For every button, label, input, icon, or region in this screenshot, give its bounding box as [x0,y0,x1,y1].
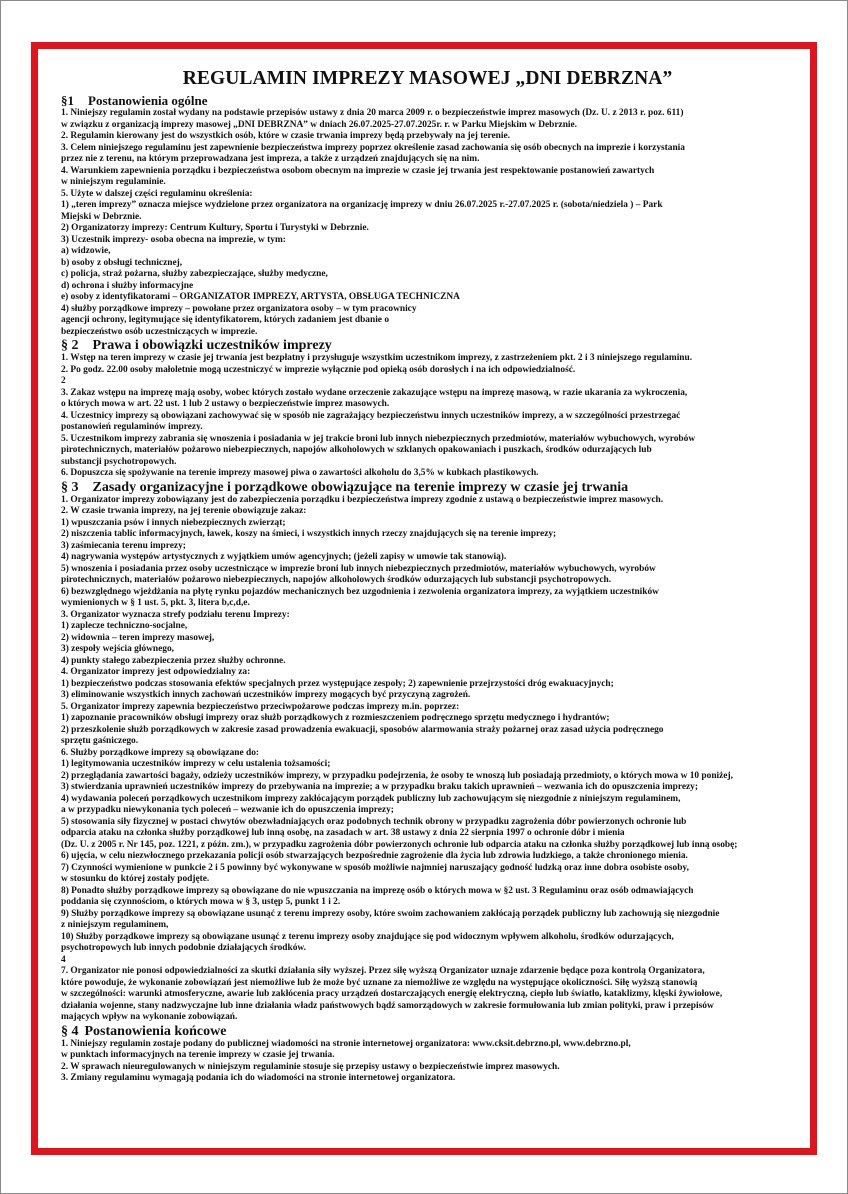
document-line: 1) „teren imprezy” oznacza miejsce wydzielone przez organizatora na organizację imprezy w dniu 26.07.2025 r.-27.07.2025 r. (sobota/niedziela ) – Park [61,200,663,210]
document-line: (Dz. U. z 2005 r. Nr 145, poz. 1221, z późn. zm.), w przypadku zagrożenia dóbr powierzonych ochronie lub odparcia ataku na członka służby porządkowej lub inną osobę; [61,839,738,850]
document-line: 2) przeszkolenie służb porządkowych w zakresie zasad prowadzenia ewakuacji, sposobów alarmowania straży pożarnej oraz zasad użycia podręcznego [61,724,664,735]
section-3-body [61,495,794,1024]
document-line: 3) eliminowanie wszystkich innych zachowań uczestników imprezy mogących być przyczyną zagrożeń. [61,690,471,700]
section-2-heading [61,338,794,353]
section-3-number: § 3 [61,479,79,495]
document-line: 3. Zmiany regulaminu wymagają podania ich do wiadomości na stronie internetowej organizatora. [61,1073,456,1083]
section-4-body [61,1039,794,1085]
document-line: 4. Uczestnicy imprezy są obowiązani zachowywać się w sposób nie zagrażający bezpieczeństwu innych uczestników imprezy, a w szczególności przestrzegać [61,410,681,421]
section-4-heading [61,1024,794,1039]
document-line: 5. Organizator imprezy zapewnia bezpieczeństwo przeciwpożarowe podczas imprezy m.in. poprzez: [61,701,460,712]
document-line: 1. Organizator imprezy zobowiązany jest do zabezpieczenia porządku i bezpieczeństwa imprezy zgodnie z ustawą o bezpieczeństwie imprez masowych. [61,494,664,505]
document-line: 1) zapoznanie pracowników obsługi imprezy oraz służb porządkowych z rozmieszczeniem podręcznego sprzętu medycznego i hydrantów; [61,713,610,723]
document-line: a) widzowie, [61,246,111,256]
document-line: 2. W czasie trwania imprezy, na jej terenie obowiązuje zakaz: [61,506,307,516]
document-line: 4) nagrywania występów artystycznych z wyjątkiem umów agencyjnych; (jeżeli zapisy w umowie tak stanowią). [61,552,507,562]
section-3-title: Zasady organizacyjne i porządkowe obowiązujące na terenie imprezy w czasie jej trwania [92,479,629,495]
document-line: 2) przeglądania zawartości bagaży, odzieży uczestników imprezy, w przypadku podejrzenia, że osoby te wnoszą lub posiadają przedmioty, o których mowa w 10 poniżej, [61,770,733,781]
document-line: 8) Ponadto służby porządkowe imprezy są obowiązane do nie wpuszczania na imprezę osób o których mowa w §2 ust. 3 Regulaminu oraz osób odmawiających [61,885,694,896]
document-line: c) policja, straż pożarna, służby zabezpieczające, służby medyczne, [61,269,328,279]
document-line: 3) zaśmiecania terenu imprezy; [61,540,186,551]
document-line: z niniejszym regulaminem, [61,920,169,930]
document-line: 3. Celem niniejszego regulaminu jest zapewnienie bezpieczeństwa imprezy poprzez określenie zasad zachowania się osób obecnych na imprezie i korzystania [61,142,685,153]
document-line: 6. Dopuszcza się spożywanie na terenie imprezy masowej piwa o zawartości alkoholu do 3,5% w kubkach plastikowych. [61,468,539,478]
section-1-body [61,108,794,338]
document-line: 3) Uczestnik imprezy- osoba obecna na imprezie, w tym: [61,234,286,245]
document-line: mających wpływ na wykonanie zobowiązań. [61,1012,238,1022]
document-line: Miejski w Debrznie. [61,211,142,222]
document-line: 9) Służby porządkowe imprezy są obowiązane usunąć z terenu imprezy osoby, które swoim zachowaniem zakłócają porządek publiczny lub zachowują się niezgodnie [61,908,720,919]
document-line: pirotechnicznych, materiałów pożarowo niebezpiecznych, napojów alkoholowych środków odurzających lub substancji psychotropowych. [61,575,612,585]
section-1-heading [61,93,794,108]
document-line: 6. Służby porządkowe imprezy są obowiązane do: [61,747,260,758]
section-1-title: Postanowienia ogólne [88,93,208,108]
document-line: 5) stosowania siły fizycznej w postaci chwytów obezwładniających oraz podobnych technik obrony w przypadku zagrożenia dóbr powierzonych ochronie lub [61,816,687,827]
document-line: 4 [61,954,66,965]
document-line: psychotropowych lub innych podobnie działających środków. [61,943,307,953]
document-line: 3. Organizator wyznacza strefy podziału terenu Imprezy: [61,609,290,620]
regulation-document [38,49,810,1085]
red-frame [31,42,817,1155]
document-line: 2 [61,376,66,386]
document-line: postanowień regulaminów imprezy. [61,422,203,432]
section-2-title: Prawa i obowiązki uczestników imprezy [92,338,332,353]
document-line: w szczególności: warunki atmosferyczne, awarie lub zakłócenia pracy urządzeń dostarczających energię elektryczną, ciepło lub światło, kataklizmy, klęski żywiołowe, [61,989,723,999]
document-line: o których mowa w art. 22 ust. 1 lub 2 ustawy o bezpieczeństwie imprez masowych. [61,399,390,409]
document-line: 1. Wstęp na teren imprezy w czasie jej trwania jest bezpłatny i przysługuje wszystkim uczestnikom imprezy, z zastrzeżeniem pkt. 2 i 3 niniejszego regulaminu. [61,353,693,363]
document-line: 4. Warunkiem zapewnienia porządku i bezpieczeństwa osobom obecnym na imprezie w czasie jej trwania jest respektowanie postanowień zawartych [61,165,655,176]
section-3-heading [61,480,794,495]
document-line: 1. Niniejszy regulamin został wydany na podstawie przepisów ustawy z dnia 20 marca 2009 r. o bezpieczeństwie imprez masowych (Dz. U. z 2013 r. poz. 611) [61,108,684,118]
document-title: REGULAMIN IMPREZY MASOWEJ „DNI DEBRZNA” [182,68,673,89]
document-line: 5) wnoszenia i posiadania przez osoby uczestniczące w imprezie broni lub innych niebezpiecznych przedmiotów, materiałów wybuchowych, wyrobów [61,563,656,574]
document-line: 6) ujęcia, w celu niezwłocznego przekazania policji osób stwarzających bezpośrednie zagrożenie dla życia lub zdrowia ludzkiego, a także chronionego mienia. [61,851,688,861]
document-line: 1) wpuszczania psów i innych niebezpiecznych zwierząt; [61,517,286,528]
document-line: 3) stwierdzania uprawnień uczestników imprezy do przebywania na imprezie; a w przypadku braku takich uprawnień – wezwania ich do opuszczenia imprezy; [61,782,698,792]
document-line: 2) niszczenia tablic informacyjnych, ławek, koszy na śmieci, i wszystkich innych rzeczy znajdujących się na terenie imprezy; [61,529,557,539]
section-1-number: §1 [61,93,74,108]
document-line: 1) bezpieczeństwo podczas stosowania efektów specjalnych przez występujące zespoły; 2) zapewnienie przejrzystości dróg ewakuacyjnych; [61,678,614,689]
document-line: bezpieczeństwo osób uczestniczących w imprezie. [61,326,258,337]
section-2 [61,338,794,480]
document-line: 2. W sprawach nieuregulowanych w niniejszym regulaminie stosuje się przepisy ustawy o bezpieczeństwie imprez masowych. [61,1061,560,1072]
document-line: pirotechnicznych, materiałów pożarowo niebezpiecznych, napojów alkoholowych w szklanych opakowaniach i puszkach, środków odurzających lub [61,445,652,455]
document-line: w punktach informacyjnych na terenie imprezy w czasie jej trwania. [61,1050,335,1060]
document-line: sprzętu gaśniczego. [61,736,139,746]
document-line: w stosunku do której zostały podjęte. [61,874,210,884]
document-line: przez nie z terenu, na którym przeprowadzana jest impreza, a także z urządzeń znajdujących się na nim. [61,154,480,164]
document-line: które powoduje, że wykonanie zobowiązań jest niemożliwe lub że może być uznane za niemożliwe ze względu na występujące okoliczności. Siłę wyższą stanowią [61,977,698,988]
document-line: 2) widownia – teren imprezy masowej, [61,632,215,643]
document-line: 4) służby porządkowe imprezy – powołane przez organizatora osoby – w tym pracownicy [61,303,417,314]
document-line: 1. Niniejszy regulamin zostaje podany do publicznej wiadomości na stronie internetowej organizatora: www.cksit.debrzno.pl, www.debrzno.pl, [61,1038,631,1049]
document-line: 6) bezwzględnego wjeżdżania na płytę rynku pojazdów mechanicznych bez uzgodnienia i zezwolenia organizatora imprezy, za wyjątkiem uczestników [61,586,659,597]
document-line: b) osoby z obsługi technicznej, [61,257,183,268]
document-line: 10) Służby porządkowe imprezy są obowiązane usunąć z terenu imprezy osoby znajdujące się pod widocznym wpływem alkoholu, środków odurzających, [61,931,674,942]
document-line: 7. Organizator nie ponosi odpowiedzialności za skutki działania siły wyższej. Przez siłę wyższą Organizator uznaje zdarzenie będące poza kontrolą Organizatora, [61,966,705,976]
document-line: wymienionych w § 1 ust. 5, pkt. 3, litera b,c,d,e. [61,598,250,608]
document-line: 3. Zakaz wstępu na imprezę mają osoby, wobec których zostało wydane orzeczenie zakazujące wstępu na imprezę masową, w razie ukarania za wykroczenia, [61,387,688,398]
document-line: a w przypadku niewykonania tych poleceń – wezwanie ich do opuszczenia imprezy; [61,805,394,815]
document-line: substancji psychotropowych. [61,456,177,467]
document-line: poddania się czynnościom, o których mowa w § 3, ustęp 5, punkt 1 i 2. [61,897,341,907]
document-line: 5. Uczestnikom imprezy zabrania się wnoszenia i posiadania w jej trakcie broni lub innych niebezpiecznych przedmiotów, materiałów wybuchowych, wyrobów [61,433,696,444]
document-line: 2) Organizatorzy imprezy: Centrum Kultury, Sportu i Turystyki w Debrznie. [61,223,369,233]
document-line: 1) legitymowania uczestników imprezy w celu ustalenia tożsamości; [61,759,331,769]
section-3 [61,480,794,1024]
section-4-number: § 4 [61,1023,79,1039]
document-line: 7) Czynności wymienione w punkcie 2 i 5 powinny być wykonywane w sposób możliwie najmniej naruszający godność ludzką oraz inne dobra osobiste osoby, [61,862,689,873]
section-1 [61,93,794,338]
document-line: 4. Organizator imprezy jest odpowiedzialny za: [61,667,251,677]
section-4 [61,1024,794,1085]
document-line: 2. Po godz. 22.00 osoby małoletnie mogą uczestniczyć w imprezie wyłącznie pod opieką osób dorosłych i na ich odpowiedzialność. [61,364,576,375]
document-line: 5. Użyte w dalszej części regulaminu określenia: [61,188,253,199]
section-2-number: § 2 [61,338,79,353]
document-line: 2. Regulamin kierowany jest do wszystkich osób, które w czasie trwania imprezy będą przebywały na jej terenie. [61,131,511,141]
document-line: odparcia ataku na członka służby porządkowej lub inną osobę, na zasadach w art. 38 ustawy z dnia 22 sierpnia 1997 o ochronie dóbr i mienia [61,828,625,838]
document-line: agencji ochrony, legitymujące się identyfikatorem, których zadaniem jest dbanie o [61,315,390,325]
document-line: 1) zaplecze techniczno-socjalne, [61,621,188,631]
document-line: d) ochrona i służby informacyjne [61,280,194,291]
document-line: w związku z organizacją imprezy masowej „DNI DEBRZNA” w dniach 26.07.2025-27.07.2025r. r. w Parku Miejskim w Debrznie. [61,119,578,130]
document-line: 4) wydawania poleceń porządkowych uczestnikom imprezy zakłócającym porządek publiczny lub zachowującym się niezgodnie z niniejszym regulaminem, [61,793,681,804]
document-line: e) osoby z identyfikatorami – ORGANIZATOR IMPREZY, ARTYSTA, OBSŁUGA TECHNICZNA [61,292,460,302]
section-2-body [61,353,794,480]
document-line: w niniejszym regulaminie. [61,177,166,187]
document-line: 3) zespoły wejścia głównego, [61,644,175,654]
document-line: działania wojenne, stany nadzwyczajne lub inne działania władz państwowych bądź samorządowych w zakresie formułowania lub zmian polityki, praw i przepisów [61,1000,714,1011]
section-4-title: Postanowienia końcowe [84,1023,227,1039]
document-line: 4) punkty stałego zabezpieczenia przez służby ochronne. [61,655,286,666]
